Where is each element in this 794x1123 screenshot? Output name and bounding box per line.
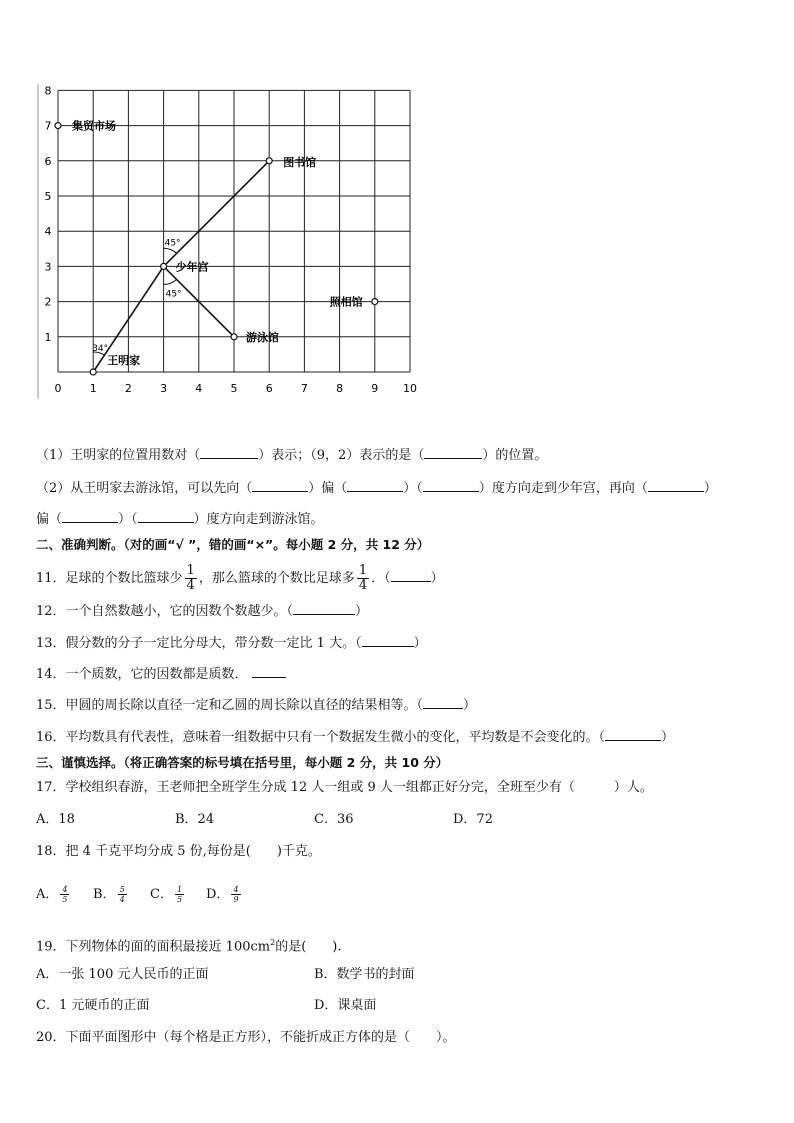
- fraction-denominator: 5: [62, 895, 68, 904]
- question-16: [36, 728, 674, 747]
- q2-text-b: ）偏（: [308, 481, 348, 496]
- answer-blank[interactable]: [391, 569, 431, 582]
- fraction-denominator: 4: [119, 895, 125, 904]
- location-label: 图书馆: [283, 155, 317, 169]
- route-segment: [164, 161, 270, 267]
- answer-blank[interactable]: [423, 479, 479, 492]
- y-tick-label: 3: [44, 260, 52, 274]
- q19-text-a: 19．下列物体的面的面积最接近 100cm: [36, 939, 271, 955]
- q17-option-d[interactable]: D．72: [453, 812, 493, 827]
- option-label: A．: [36, 887, 59, 902]
- question-2-line2: [36, 510, 324, 529]
- x-tick-label: 0: [54, 382, 62, 395]
- fraction-denominator: 4: [186, 578, 195, 593]
- angle-label: 34°: [92, 344, 109, 354]
- fraction-one-quarter: [357, 564, 369, 593]
- angle-label: 45°: [164, 238, 181, 249]
- q17-option-a[interactable]: A．18: [36, 812, 75, 827]
- question-14: [36, 665, 286, 684]
- y-tick-label: 4: [44, 225, 52, 239]
- answer-blank[interactable]: [138, 510, 194, 523]
- angle-label: 45°: [165, 289, 182, 300]
- option-label: C．: [150, 887, 173, 902]
- fraction-denominator: 9: [233, 895, 239, 904]
- x-tick-label: 6: [265, 382, 273, 395]
- q18-option-c[interactable]: [150, 885, 186, 904]
- answer-blank[interactable]: [62, 510, 118, 523]
- question-15: [36, 696, 476, 715]
- q19-option-c[interactable]: C．1 元硬币的正面: [36, 998, 150, 1013]
- answer-blank[interactable]: [424, 446, 482, 459]
- y-tick-label: 2: [44, 295, 52, 309]
- location-point: [231, 334, 237, 340]
- q15-text-end: ）: [463, 698, 477, 713]
- x-tick-label: 7: [300, 382, 308, 395]
- answer-blank[interactable]: [200, 446, 258, 459]
- location-point: [90, 369, 96, 375]
- option-fraction: [231, 885, 240, 904]
- answer-blank[interactable]: [605, 728, 661, 741]
- fraction-numerator: 4: [62, 885, 68, 894]
- q13-text-end: ）: [413, 636, 427, 651]
- question-19: [36, 934, 341, 956]
- q19-option-b[interactable]: B．数学书的封面: [314, 967, 415, 982]
- angle-arc: [164, 248, 177, 253]
- location-label: 王明家: [107, 354, 141, 367]
- question-20: 20．下面平面图形中（每个格是正方形），不能折成正方体的是（ ）。: [36, 1030, 456, 1045]
- answer-blank[interactable]: [362, 634, 414, 647]
- location-point: [55, 123, 61, 129]
- q2-text-e: ）: [703, 481, 717, 496]
- angle-arc: [164, 279, 177, 284]
- question-12: [36, 602, 368, 621]
- fraction-numerator: 1: [186, 563, 195, 578]
- section-2-heading: 二、准确判断。（对的画“√ ”，错的画“×”。每小题 2 分，共 12 分）: [36, 537, 430, 552]
- grid-svg: [36, 84, 436, 404]
- question-2-line1: [36, 479, 717, 498]
- coordinate-grid-figure: [36, 84, 436, 404]
- q19-option-a[interactable]: A．一张 100 元人民币的正面: [36, 967, 209, 982]
- q2-text-h: ）度方向走到游泳馆。: [193, 512, 324, 527]
- q18-option-a[interactable]: [36, 885, 71, 904]
- answer-blank[interactable]: [423, 696, 463, 709]
- fraction-numerator: 1: [358, 563, 368, 578]
- y-tick-label: 7: [44, 119, 52, 133]
- x-tick-label: 10: [403, 382, 417, 395]
- fraction-numerator: 1: [176, 885, 183, 894]
- q16-text-end: ）: [661, 730, 675, 745]
- q19-superscript: 2: [270, 938, 276, 947]
- q17-option-b[interactable]: B．24: [175, 812, 215, 827]
- x-tick-label: 5: [230, 382, 238, 395]
- q19-text-b: 的是( ).: [275, 939, 342, 955]
- q11-text-c: ．（: [371, 571, 391, 586]
- option-fraction: [60, 885, 69, 904]
- q17-option-c[interactable]: C．36: [314, 812, 354, 827]
- x-tick-label: 4: [195, 382, 203, 395]
- option-label: B．: [93, 887, 116, 902]
- q2-text-g: ）（: [118, 512, 138, 527]
- q11-text-b: ，那么篮球的个数比足球多: [198, 571, 355, 586]
- fraction-numerator: 4: [233, 885, 239, 894]
- fraction-numerator: 5: [119, 885, 125, 894]
- x-tick-label: 2: [124, 382, 132, 395]
- location-label: 少年宫: [175, 260, 209, 274]
- location-label: 游泳馆: [246, 330, 279, 344]
- question-13: [36, 634, 427, 653]
- location-point: [372, 299, 378, 305]
- x-tick-label: 3: [160, 382, 168, 395]
- q2-text-c: ）（: [403, 481, 423, 496]
- answer-blank[interactable]: [347, 479, 403, 492]
- y-tick-label: 8: [44, 84, 52, 98]
- q16-text: 16．平均数具有代表性，意味着一组数据中只有一个数据发生微小的变化，平均数是不会变化的。（: [36, 730, 606, 745]
- x-tick-label: 1: [89, 382, 97, 395]
- question-18: 18．把 4 千克平均分成 5 份,每份是( )千克。: [36, 844, 321, 859]
- q2-text-a: （2）从王明家去游泳馆，可以先向（: [36, 481, 253, 496]
- location-point: [161, 263, 167, 269]
- q12-text-end: ）: [355, 604, 369, 619]
- option-fraction: [118, 885, 127, 904]
- q14-text: 14．一个质数，它的因数都是质数．: [36, 667, 248, 682]
- y-tick-label: 6: [44, 154, 52, 168]
- q12-text: 12．一个自然数越小，它的因数个数越少。（: [36, 604, 294, 619]
- question-17: 17．学校组织春游，王老师把全班学生分成 12 人一组或 9 人一组都正好分完，全班至少有（ ）人。: [36, 780, 653, 795]
- x-tick-label: 8: [336, 382, 344, 395]
- answer-blank[interactable]: [648, 479, 704, 492]
- x-tick-label: 9: [371, 382, 379, 395]
- q13-text: 13．假分数的分子一定比分母大，带分数一定比 1 大。（: [36, 636, 362, 651]
- y-tick-label: 5: [44, 190, 52, 203]
- q1-text-a: （1）王明家的位置用数对（: [36, 448, 201, 463]
- q1-text-b: ）表示；（9，2）表示的是（: [258, 448, 425, 463]
- option-label: D．: [206, 887, 230, 902]
- q15-text: 15．甲圆的周长除以直径一定和乙圆的周长除以直径的结果相等。（: [36, 698, 424, 713]
- q18-option-d[interactable]: [206, 885, 243, 904]
- q18-option-b[interactable]: [93, 885, 129, 904]
- q1-text-c: ）的位置。: [482, 448, 548, 463]
- location-point: [266, 158, 272, 164]
- fraction-one-quarter: [185, 564, 197, 593]
- y-tick-label: 1: [44, 330, 52, 344]
- q19-option-d[interactable]: D．课桌面: [314, 998, 377, 1013]
- q11-text-d: ）: [430, 571, 444, 586]
- option-fraction: [175, 885, 184, 904]
- fraction-denominator: 4: [358, 578, 368, 593]
- section-3-heading: 三、谨慎选择。（将正确答案的标号填在括号里，每小题 2 分，共 10 分）: [36, 755, 449, 770]
- fraction-denominator: 5: [176, 895, 183, 904]
- question-11: [36, 564, 444, 593]
- answer-blank[interactable]: [293, 602, 355, 615]
- answer-blank[interactable]: [252, 665, 286, 678]
- question-1: [36, 446, 547, 465]
- answer-blank[interactable]: [252, 479, 308, 492]
- q2-text-d: ）度方向走到少年宫，再向（: [478, 481, 648, 496]
- q2-text-f: 偏（: [36, 512, 63, 527]
- q11-text-a: 11．足球的个数比篮球少: [36, 571, 183, 586]
- location-label: 集贸市场: [72, 119, 116, 133]
- location-label: 照相馆: [329, 295, 363, 309]
